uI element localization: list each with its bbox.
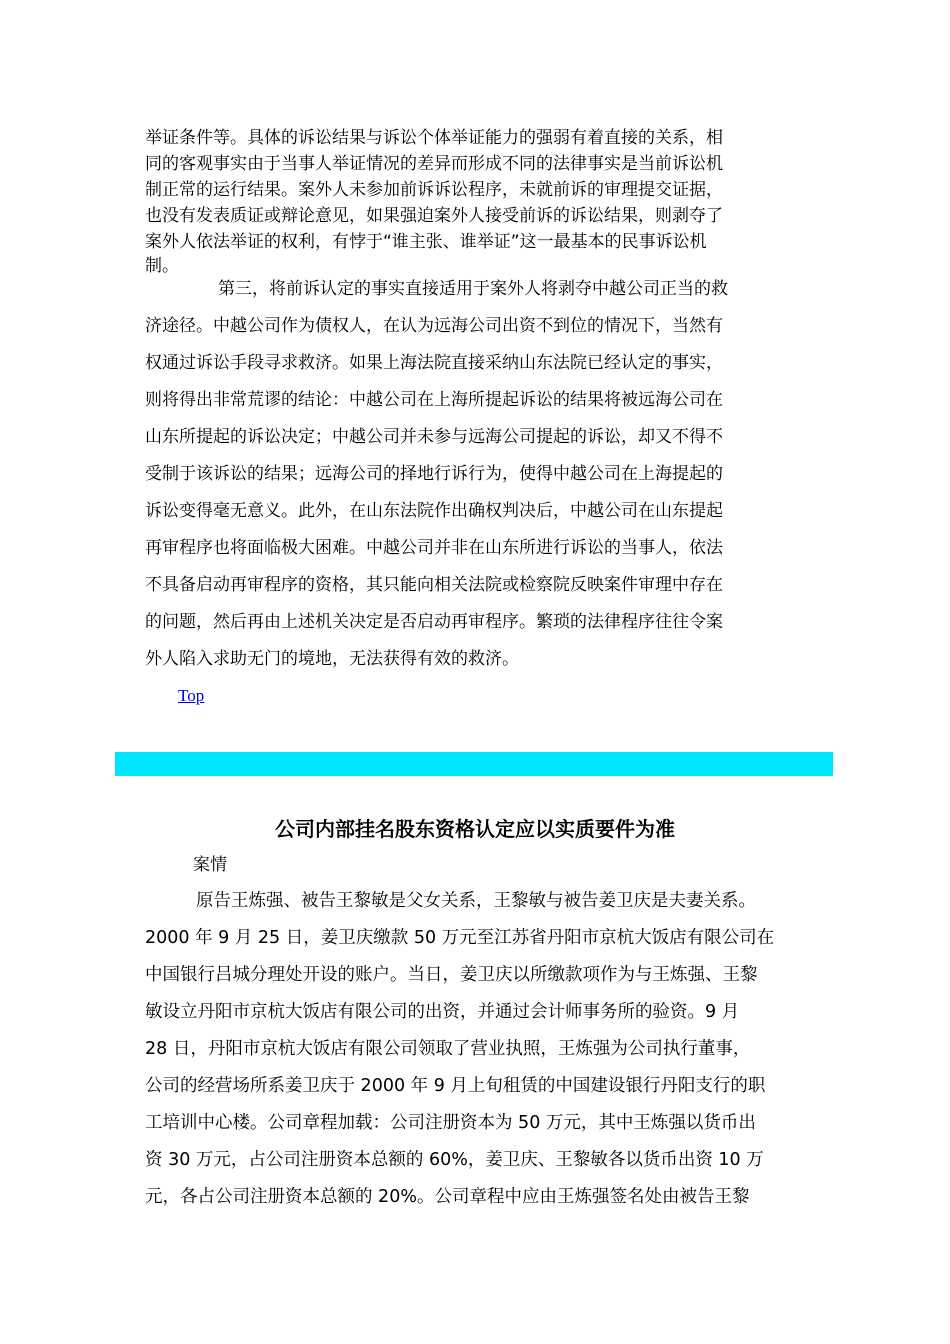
- section-divider-bar: [115, 752, 833, 776]
- article-title: 公司内部挂名股东资格认定应以实质要件为准: [275, 817, 675, 841]
- paragraph-line: 山东所提起的诉讼决定；中越公司并未参与远海公司提起的诉讼，却又不得不: [145, 427, 723, 447]
- paragraph-line: 元，各占公司注册资本总额的 20%。公司章程中应由王炼强签名处由被告王黎: [145, 1187, 750, 1207]
- top-link[interactable]: Top: [178, 686, 205, 705]
- paragraph-line: 公司的经营场所系姜卫庆于 2000 年 9 月上旬租赁的中国建设银行丹阳支行的职: [145, 1076, 766, 1096]
- paragraph-line: 中国银行吕城分理处开设的账户。当日，姜卫庆以所缴款项作为与王炼强、王黎: [145, 965, 758, 985]
- paragraph-line: 2000 年 9 月 25 日，姜卫庆缴款 50 万元至江苏省丹阳市京杭大饭店有限公司在: [145, 928, 775, 948]
- paragraph-line: 外人陷入求助无门的境地，无法获得有效的救济。: [145, 649, 519, 669]
- paragraph-line: 案外人依法举证的权利，有悖于“谁主张、谁举证”这一最基本的民事诉讼机: [145, 232, 707, 252]
- paragraph-line: 诉讼变得毫无意义。此外，在山东法院作出确权判决后，中越公司在山东提起: [145, 501, 723, 521]
- paragraph-line: 济途径。中越公司作为债权人，在认为远海公司出资不到位的情况下，当然有: [145, 316, 723, 336]
- paragraph-line: 的问题，然后再由上述机关决定是否启动再审程序。繁琐的法律程序往往令案: [145, 612, 723, 632]
- paragraph-line: 工培训中心楼。公司章程加载：公司注册资本为 50 万元，其中王炼强以货币出: [145, 1113, 756, 1133]
- paragraph-line: 28 日，丹阳市京杭大饭店有限公司领取了营业执照，王炼强为公司执行董事，: [145, 1039, 751, 1059]
- paragraph-line: 制正常的运行结果。案外人未参加前诉诉讼程序，未就前诉的审理提交证据，: [145, 180, 723, 200]
- paragraph-line: 不具备启动再审程序的资格，其只能向相关法院或检察院反映案件审理中存在: [145, 575, 723, 595]
- paragraph-line: 制。: [145, 256, 179, 276]
- paragraph-line: 举证条件等。具体的诉讼结果与诉讼个体举证能力的强弱有着直接的关系，相: [145, 128, 723, 148]
- paragraph-line: 受制于该诉讼的结果；远海公司的择地行诉行为，使得中越公司在上海提起的: [145, 464, 723, 484]
- paragraph-line: 则将得出非常荒谬的结论：中越公司在上海所提起诉讼的结果将被远海公司在: [145, 390, 723, 410]
- paragraph-line: 再审程序也将面临极大困难。中越公司并非在山东所进行诉讼的当事人，依法: [145, 538, 723, 558]
- paragraph-line: 资 30 万元，占公司注册资本总额的 60%，姜卫庆、王黎敏各以货币出资 10 万: [145, 1150, 764, 1170]
- case-subheading: 案情: [193, 855, 227, 875]
- paragraph-line: 权通过诉讼手段寻求救济。如果上海法院直接采纳山东法院已经认定的事实，: [145, 353, 723, 373]
- paragraph-line: 第三，将前诉认定的事实直接适用于案外人将剥夺中越公司正当的救: [218, 279, 728, 299]
- paragraph-line: 同的客观事实由于当事人举证情况的差异而形成不同的法律事实是当前诉讼机: [145, 154, 723, 174]
- paragraph-line: 也没有发表质证或辩论意见，如果强迫案外人接受前诉的诉讼结果，则剥夺了: [145, 206, 723, 226]
- paragraph-line: 原告王炼强、被告王黎敏是父女关系，王黎敏与被告姜卫庆是夫妻关系。: [196, 891, 756, 911]
- paragraph-line: 敏设立丹阳市京杭大饭店有限公司的出资，并通过会计师事务所的验资。9 月: [145, 1002, 740, 1022]
